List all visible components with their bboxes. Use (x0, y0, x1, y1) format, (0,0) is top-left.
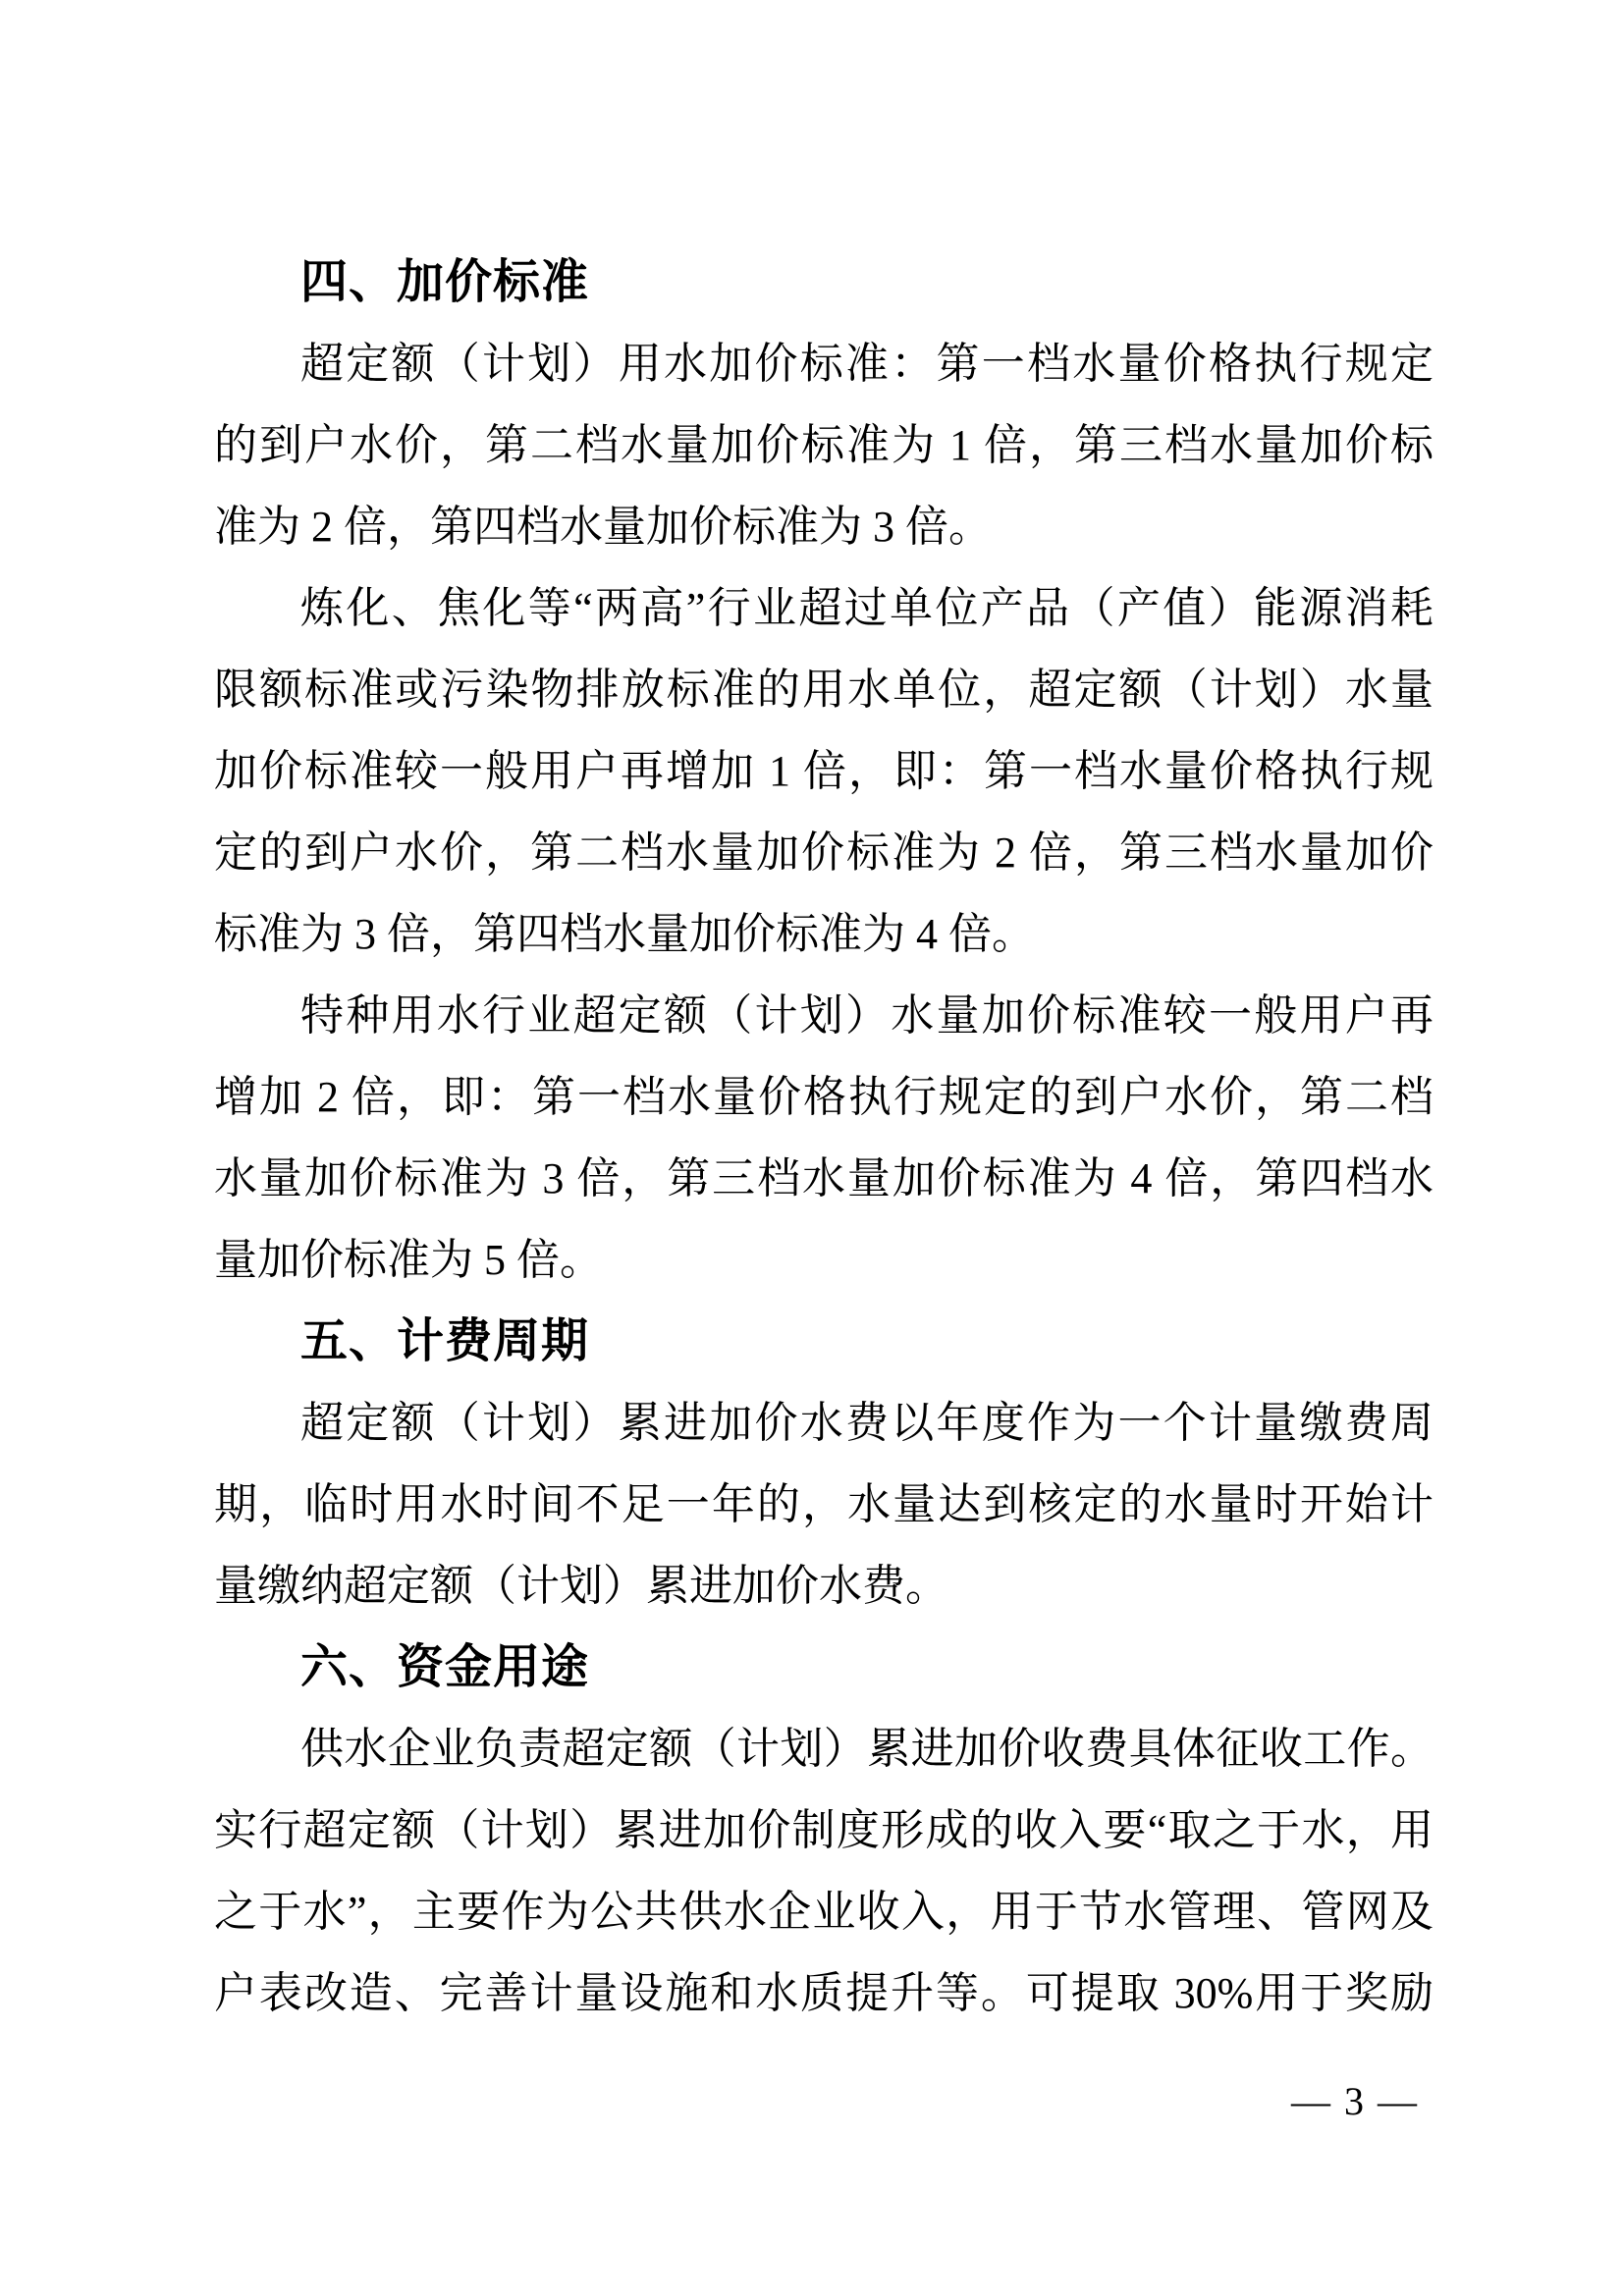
body-line: 超定额（计划）累进加价水费以年度作为一个计量缴费周 (300, 1399, 1434, 1447)
body-line: 期，临时用水时间不足一年的，水量达到核定的水量时开始计 (214, 1480, 1434, 1528)
body-line: 标准为 3 倍，第四档水量加价标准为 4 倍。 (214, 910, 1035, 958)
body-line: 超定额（计划）用水加价标准：第一档水量价格执行规定 (300, 340, 1434, 388)
body-line: 之于水”，主要作为公共供水企业收入，用于节水管理、管网及 (214, 1888, 1434, 1936)
body-line: 实行超定额（计划）累进加价制度形成的收入要“取之于水，用 (214, 1806, 1434, 1854)
body-line: 增加 2 倍，即：第一档水量价格执行规定的到户水价，第二档 (214, 1073, 1434, 1121)
section-heading-billing-cycle: 五、计费周期 (300, 1315, 590, 1367)
section-heading-fund-usage: 六、资金用途 (300, 1641, 590, 1693)
body-line: 量加价标准为 5 倍。 (214, 1236, 603, 1284)
page-number: — 3 — (1291, 2079, 1419, 2123)
body-line: 准为 2 倍，第四档水量加价标准为 3 倍。 (214, 503, 992, 551)
body-line: 水量加价标准为 3 倍，第三档水量加价标准为 4 倍，第四档水 (214, 1154, 1434, 1202)
body-line: 户表改造、完善计量设施和水质提升等。可提取 30%用于奖励 (214, 1969, 1434, 2017)
body-line: 特种用水行业超定额（计划）水量加价标准较一般用户再 (300, 991, 1434, 1040)
body-line: 供水企业负责超定额（计划）累进加价收费具体征收工作。 (300, 1725, 1434, 1773)
body-line: 量缴纳超定额（计划）累进加价水费。 (214, 1562, 948, 1610)
section-heading-pricing-standard: 四、加价标准 (300, 256, 590, 308)
document-content (214, 241, 1434, 2034)
body-line: 加价标准较一般用户再增加 1 倍，即：第一档水量价格执行规 (214, 747, 1434, 795)
body-line: 的到户水价，第二档水量加价标准为 1 倍，第三档水量加价标 (214, 421, 1434, 469)
body-line: 定的到户水价，第二档水量加价标准为 2 倍，第三档水量加价 (214, 828, 1434, 877)
body-line: 炼化、焦化等“两高”行业超过单位产品（产值）能源消耗 (300, 584, 1434, 632)
body-line: 限额标准或污染物排放标准的用水单位，超定额（计划）水量 (214, 666, 1434, 714)
